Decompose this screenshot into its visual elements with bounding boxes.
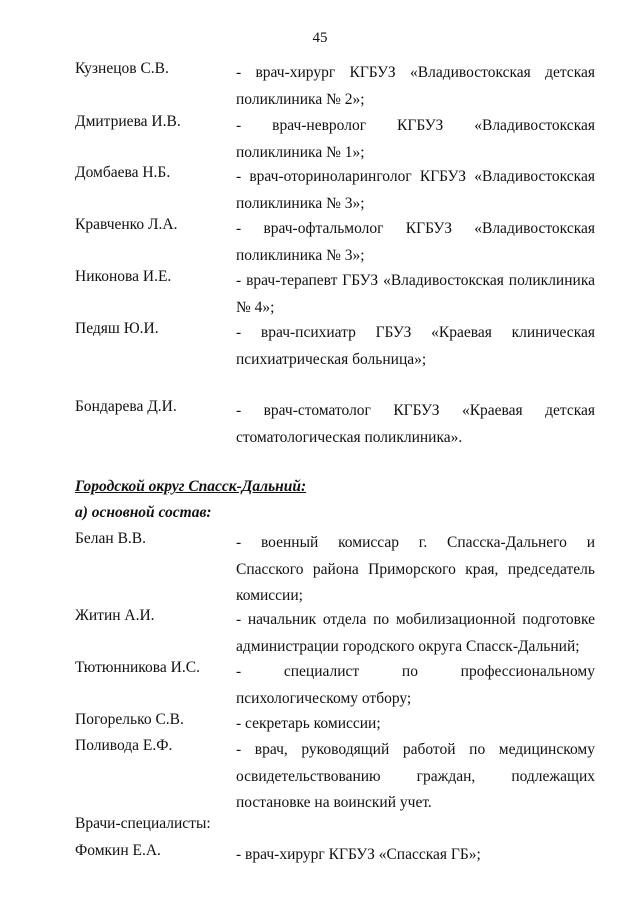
member-name: Никонова И.Е. (75, 268, 172, 285)
role-line: - начальник отдела по мобилизационной подготовке (236, 611, 595, 628)
member-name: Педяш Ю.И. (75, 320, 159, 337)
role-line: Спасского района Приморского края, председатель (236, 560, 595, 578)
member-role (236, 607, 595, 660)
section-heading: Городской округ Спасск-Дальний: (75, 478, 307, 495)
subsection-heading: а) основной состав: (75, 504, 212, 521)
role-line: - врач-офтальмолог КГБУЗ «Владивостокская (236, 220, 595, 237)
role-line: - врач-оториноларинголог КГБУЗ «Владивостокская (236, 168, 595, 185)
member-name: Дмитриева И.В. (75, 113, 181, 130)
role-line: - секретарь комиссии; (236, 715, 381, 732)
member-name: Белан В.В. (75, 530, 146, 547)
role-line: - врач-стоматолог КГБУЗ «Краевая детская (236, 402, 595, 419)
member-role (236, 320, 595, 373)
member-name: Поливода Е.Ф. (75, 737, 173, 754)
member-name: Кравченко Л.А. (75, 216, 178, 233)
member-role (236, 737, 595, 817)
role-line: поликлиника № 2»; (236, 90, 365, 108)
member-role (236, 711, 595, 738)
role-line: администрации городского округа Спасск-Дальний; (236, 637, 580, 655)
role-line: - военный комиссар г. Спасска-Дальнего и (236, 534, 595, 551)
role-line: психологическому отбору; (236, 689, 412, 707)
role-line: - врач-невролог КГБУЗ «Владивостокская (236, 117, 595, 134)
role-line: комиссии; (236, 587, 303, 604)
page-number: 45 (312, 30, 328, 46)
role-line: поликлиника № 3»; (236, 194, 365, 212)
role-line: - врач, руководящий работой по медицинскому (236, 741, 595, 758)
member-role (236, 268, 595, 321)
role-line: постановке на воинский учет. (236, 794, 432, 811)
specialists-label: Врачи-специалисты: (75, 815, 211, 832)
member-role (236, 659, 595, 712)
role-line: № 4»; (236, 298, 275, 316)
member-role (236, 164, 595, 217)
role-line: поликлиника № 3»; (236, 246, 365, 264)
member-name: Погорелько С.В. (75, 711, 184, 728)
member-name: Кузнецов С.В. (75, 60, 169, 77)
role-line: - врач-терапевт ГБУЗ «Владивостокская поликлиника (236, 272, 595, 289)
member-role (236, 530, 595, 610)
role-line: - врач-хирург КГБУЗ «Владивостокская детская (236, 64, 595, 81)
member-role (236, 60, 595, 113)
member-role (236, 842, 595, 869)
role-line: освидетельствованию граждан, подлежащих (236, 767, 595, 785)
role-line: - врач-хирург КГБУЗ «Спасская ГБ»; (236, 846, 481, 863)
role-line: - специалист по профессиональному (236, 663, 595, 680)
role-line: поликлиника № 1»; (236, 143, 365, 161)
member-name: Домбаева Н.Б. (75, 164, 171, 181)
member-role (236, 398, 595, 451)
member-role (236, 216, 595, 269)
role-line: психиатрическая больница»; (236, 350, 427, 368)
member-name: Тютюнникова И.С. (75, 659, 200, 676)
member-name: Бондарева Д.И. (75, 398, 177, 415)
member-role (236, 113, 595, 166)
member-name: Житин А.И. (75, 607, 155, 624)
member-name: Фомкин Е.А. (75, 842, 161, 859)
role-line: - врач-психиатр ГБУЗ «Краевая клиническая (236, 324, 595, 341)
role-line: стоматологическая поликлиника». (236, 428, 463, 446)
